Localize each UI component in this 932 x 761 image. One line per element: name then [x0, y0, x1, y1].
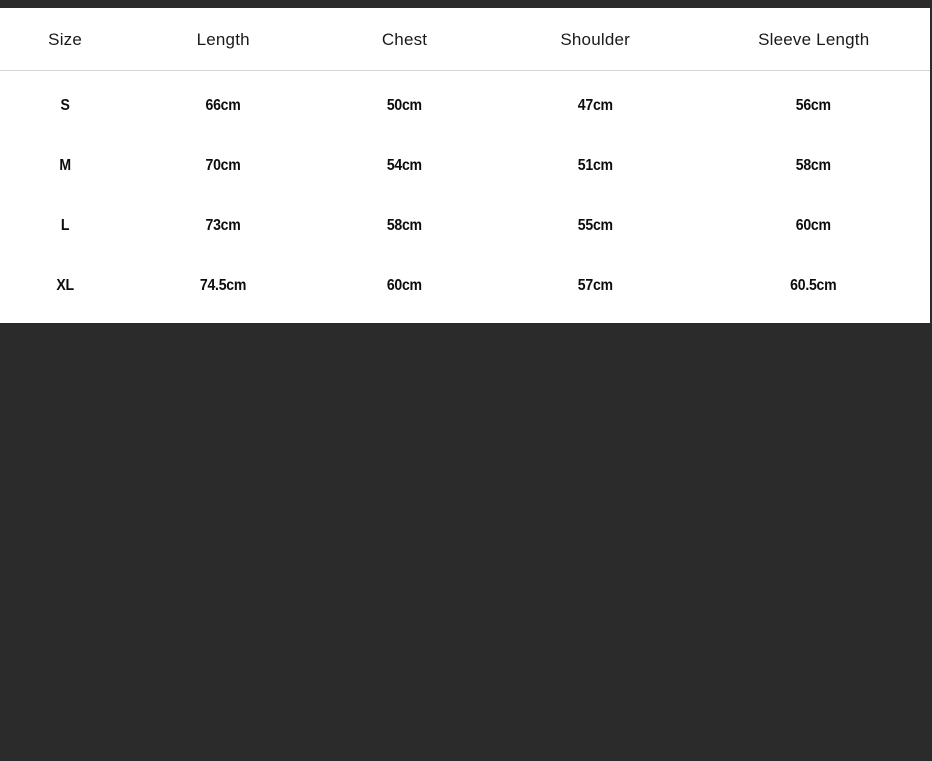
cell-length: 74.5cm — [200, 277, 247, 294]
cell-chest: 50cm — [387, 97, 423, 114]
size-chart-body — [0, 71, 930, 324]
size-chart-panel — [0, 8, 930, 323]
cell-length: 66cm — [205, 97, 241, 114]
top-dark-strip — [0, 0, 932, 8]
size-chart-header — [0, 8, 930, 71]
table-row — [0, 196, 930, 256]
column-header-size: Size — [0, 8, 130, 71]
cell-length: 73cm — [205, 217, 241, 234]
column-header-shoulder: Shoulder — [493, 8, 698, 71]
cell-chest: 58cm — [387, 217, 423, 234]
table-row — [0, 256, 930, 323]
cell-sleeve: 60cm — [796, 217, 832, 234]
cell-size: XL — [56, 277, 74, 294]
cell-chest: 54cm — [387, 157, 423, 174]
cell-chest: 60cm — [387, 277, 423, 294]
column-header-chest: Chest — [316, 8, 493, 71]
cell-size: L — [60, 217, 70, 234]
cell-shoulder: 55cm — [577, 217, 613, 234]
cell-sleeve: 60.5cm — [790, 277, 837, 294]
column-header-length: Length — [130, 8, 316, 71]
table-header-row — [0, 8, 930, 71]
cell-shoulder: 51cm — [577, 157, 613, 174]
table-row — [0, 71, 930, 137]
table-row — [0, 136, 930, 196]
column-header-sleeve-length: Sleeve Length — [697, 8, 930, 71]
cell-sleeve: 56cm — [796, 97, 832, 114]
cell-length: 70cm — [205, 157, 241, 174]
cell-shoulder: 57cm — [577, 277, 613, 294]
cell-sleeve: 58cm — [796, 157, 832, 174]
cell-shoulder: 47cm — [577, 97, 613, 114]
cell-size: S — [60, 97, 70, 114]
size-chart-table — [0, 8, 930, 323]
cell-size: M — [59, 157, 71, 174]
